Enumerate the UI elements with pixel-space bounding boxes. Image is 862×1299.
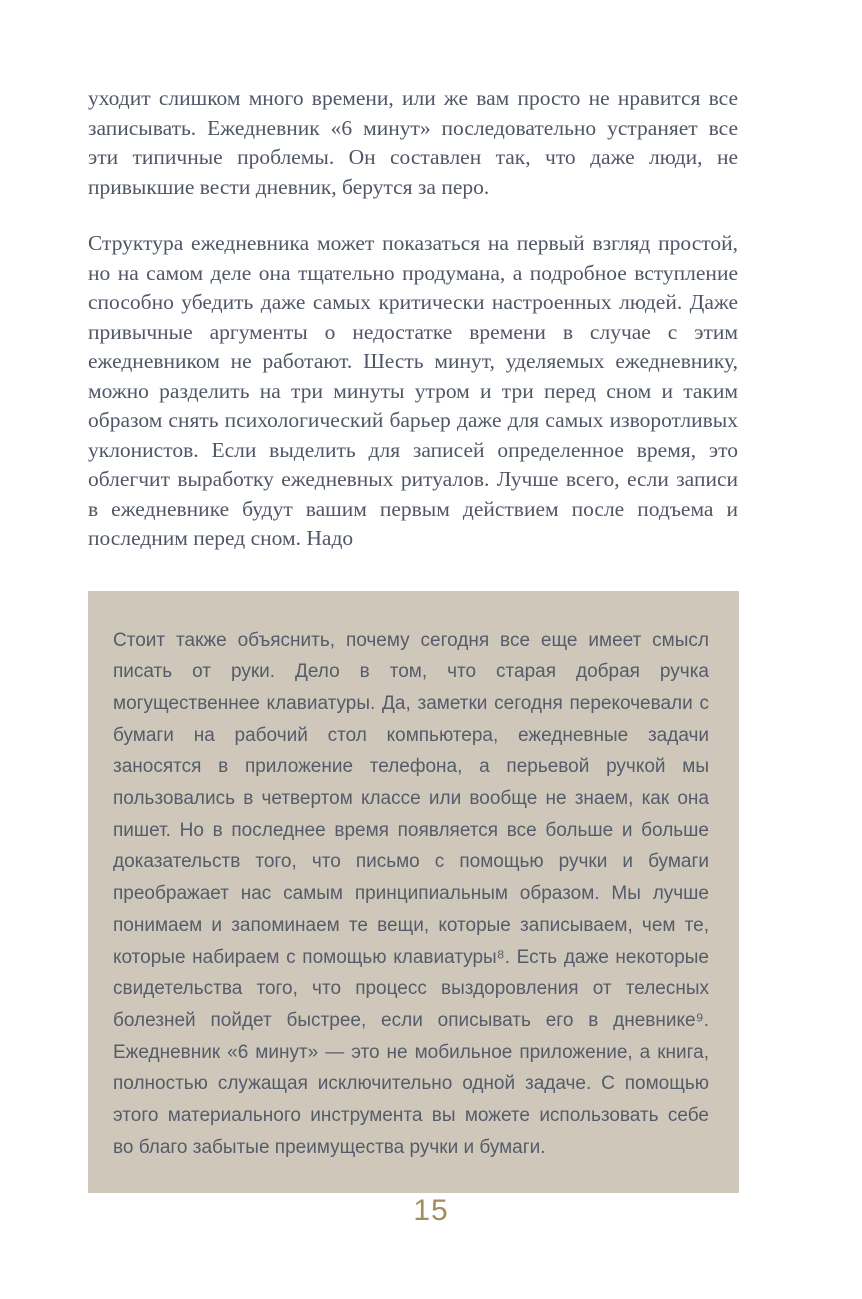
page-number: 15 <box>413 1194 449 1227</box>
page-content <box>88 84 738 1193</box>
callout-text: Стоит также объяснить, почему сегодня все еще имеет смысл писать от руки. Дело в том, что старая добрая ручка могущественнее клавиатуры. Да, заметки сегодня перекочевали с бумаги на рабочий стол компьютера, ежедневные задачи заносятся в приложение телефона, а перьевой ручкой мы пользовались в четвертом классе или вообще не знаем, как она пишет. Но в последнее время появляется все больше и больше доказательств того, что письмо с помощью ручки и бумаги преображает нас самым принципиальным образом. Мы лучше понимаем и запоминаем те вещи, которые записываем, чем те, которые набираем с помощью клавиатуры⁸. Есть даже некоторые свидетельства того, что процесс выздоровления от телесных болезней пойдет быстрее, если описывать его в дневнике⁹. Ежедневник «6 минут» — это не мобильное приложение, а книга, полностью служащая исключительно одной задаче. С помощью этого материального инструмента вы можете использовать себе во благо забытые преимущества ручки и бумаги. <box>113 629 709 1158</box>
body-paragraph-1: уходит слишком много времени, или же вам просто не нравится все записывать. Ежедневник «6 минут» последовательно устраняет все эти типичные проблемы. Он составлен так, что даже люди, не привыкшие вести дневник, берутся за перо. <box>88 86 738 199</box>
body-paragraph-2: Структура ежедневника может показаться на первый взгляд простой, но на самом деле она тщательно продумана, а подробное вступление способно убедить даже самых критически настроенных людей. Даже привычные аргументы о недостатке времени в случае с этим ежедневником не работают. Шесть минут, уделяемых ежедневнику, можно разделить на три минуты утром и три перед сном и таким образом снять психологический барьер даже для самых изворотливых уклонистов. Если выделить для записей определенное время, это облегчит выработку ежедневных ритуалов. Лучше всего, если записи в ежедневнике будут вашим первым действием после подъема и последним перед сном. Надо <box>88 231 738 550</box>
callout-box <box>88 591 739 1194</box>
